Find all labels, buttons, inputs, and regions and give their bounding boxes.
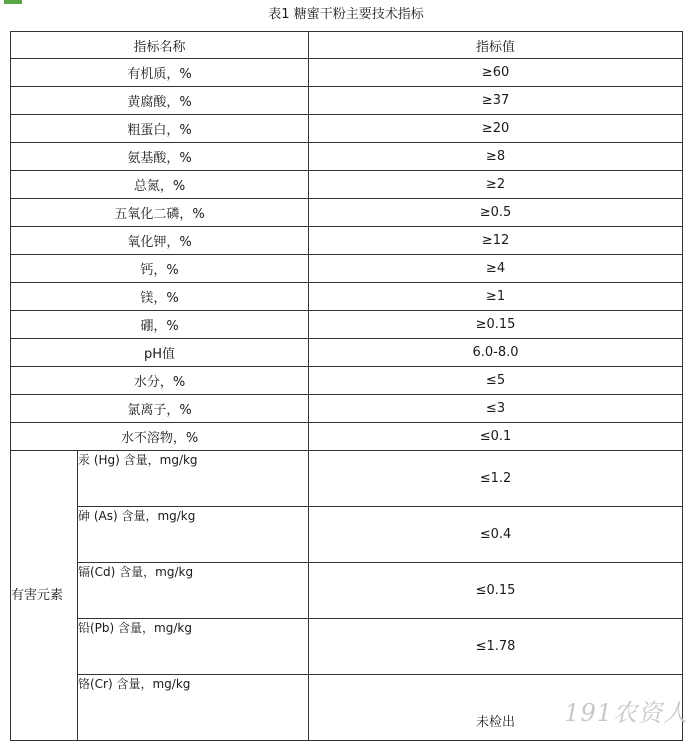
row-name-cell: 钙，% — [11, 255, 309, 283]
table-caption: 表1 糖蜜干粉主要技术指标 — [268, 7, 424, 22]
table-row — [11, 367, 683, 395]
row-name-cell: 氧化钾，% — [11, 227, 309, 255]
harmful-element-row — [11, 507, 683, 563]
row-value-cell: ≥2 — [309, 171, 683, 199]
table-row — [11, 227, 683, 255]
spec-table — [10, 31, 683, 741]
row-value-cell: ≥1 — [309, 283, 683, 311]
row-value-cell: ≥0.5 — [309, 199, 683, 227]
row-name-cell: 总氮，% — [11, 171, 309, 199]
table-row — [11, 59, 683, 87]
harmful-element-row — [11, 563, 683, 619]
row-value-cell: ≥4 — [309, 255, 683, 283]
table-header-row — [11, 32, 683, 59]
row-name-cell: 氨基酸，% — [11, 143, 309, 171]
table-row — [11, 87, 683, 115]
table-row — [11, 423, 683, 451]
table-row — [11, 143, 683, 171]
row-value-cell: ≥37 — [309, 87, 683, 115]
harmful-element-name-cell: 铅(Pb) 含量，mg/kg — [78, 619, 309, 675]
row-value-cell: ≥20 — [309, 115, 683, 143]
row-value-cell: ≤5 — [309, 367, 683, 395]
row-name-cell: 硼，% — [11, 311, 309, 339]
row-name-cell: pH值 — [11, 339, 309, 367]
harmful-element-name-cell: 铬(Cr) 含量，mg/kg — [78, 675, 309, 741]
table-row — [11, 395, 683, 423]
table-row — [11, 311, 683, 339]
row-value-cell: ≥12 — [309, 227, 683, 255]
harmful-element-row — [11, 451, 683, 507]
site-watermark: 191农资人 — [564, 699, 688, 727]
table-row — [11, 339, 683, 367]
row-name-cell: 黄腐酸，% — [11, 87, 309, 115]
row-name-cell: 五氧化二磷，% — [11, 199, 309, 227]
row-value-cell: ≥0.15 — [309, 311, 683, 339]
harmful-element-value-cell: ≤0.15 — [309, 563, 683, 619]
harmful-element-name-cell: 镉(Cd) 含量，mg/kg — [78, 563, 309, 619]
row-value-cell: ≤0.1 — [309, 423, 683, 451]
harmful-element-value-cell: ≤0.4 — [309, 507, 683, 563]
row-name-cell: 水不溶物，% — [11, 423, 309, 451]
row-name-cell: 镁，% — [11, 283, 309, 311]
row-value-cell: 6.0-8.0 — [309, 339, 683, 367]
row-name-cell: 粗蛋白，% — [11, 115, 309, 143]
harmful-element-value-cell: ≤1.78 — [309, 619, 683, 675]
harmful-element-value-cell: ≤1.2 — [309, 451, 683, 507]
harmful-element-name-cell: 汞 (Hg) 含量，mg/kg — [78, 451, 309, 507]
header-name-cell: 指标名称 — [11, 32, 309, 59]
header-value-cell: 指标值 — [309, 32, 683, 59]
row-name-cell: 氯离子，% — [11, 395, 309, 423]
row-name-cell: 水分，% — [11, 367, 309, 395]
row-value-cell: ≤3 — [309, 395, 683, 423]
harmful-element-value-cell: 未检出 — [309, 675, 683, 741]
harmful-element-row — [11, 619, 683, 675]
table-row — [11, 171, 683, 199]
table-row — [11, 255, 683, 283]
row-value-cell: ≥8 — [309, 143, 683, 171]
row-name-cell: 有机质，% — [11, 59, 309, 87]
table-row — [11, 283, 683, 311]
table-row — [11, 199, 683, 227]
harmful-element-name-cell: 砷 (As) 含量，mg/kg — [78, 507, 309, 563]
row-value-cell: ≥60 — [309, 59, 683, 87]
harmful-elements-group-label: 有害元素 — [11, 451, 78, 741]
table-row — [11, 115, 683, 143]
